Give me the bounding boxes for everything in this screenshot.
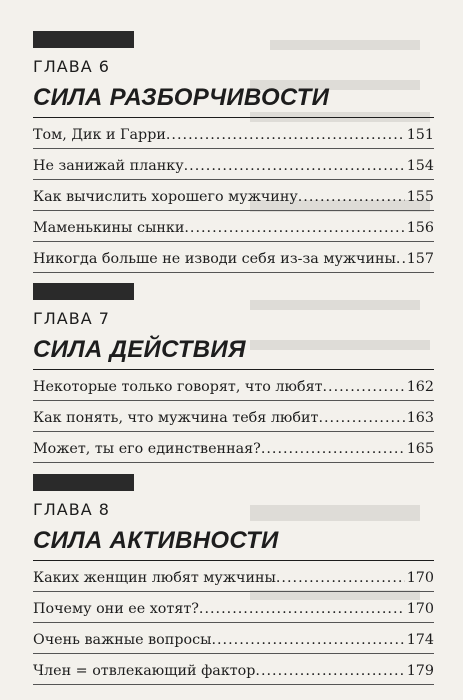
toc-entry-title: Некоторые только говорят, что любят bbox=[33, 379, 323, 395]
toc-entry[interactable] bbox=[33, 654, 434, 685]
toc-entry-page: 156 bbox=[406, 220, 434, 236]
toc-entry[interactable] bbox=[33, 623, 434, 654]
toc-entry[interactable] bbox=[33, 180, 434, 211]
toc-entry-page: 155 bbox=[406, 189, 434, 205]
toc-entry-page: 157 bbox=[406, 251, 434, 267]
dot-leader bbox=[318, 409, 404, 431]
dot-leader bbox=[323, 378, 405, 400]
toc-entry-title: Том, Дик и Гарри bbox=[33, 127, 166, 143]
dot-leader bbox=[396, 250, 405, 272]
chapter-label: ГЛАВА 6 bbox=[33, 57, 110, 76]
dot-leader bbox=[261, 440, 405, 462]
toc-entry[interactable] bbox=[33, 118, 434, 149]
toc-entry-title: Каких женщин любят мужчины bbox=[33, 570, 276, 586]
toc-entry-page: 151 bbox=[406, 127, 434, 143]
toc-entry[interactable] bbox=[33, 370, 434, 401]
chapter-title: СИЛА ДЕЙСТВИЯ bbox=[33, 336, 246, 363]
chapter-label: ГЛАВА 7 bbox=[33, 309, 110, 328]
toc-entry-page: 162 bbox=[406, 379, 434, 395]
dot-leader bbox=[211, 631, 404, 653]
toc-entry[interactable] bbox=[33, 242, 434, 273]
toc-entry[interactable] bbox=[33, 149, 434, 180]
toc-entry-page: 154 bbox=[406, 158, 434, 174]
toc-entry-page: 163 bbox=[406, 410, 434, 426]
dot-leader bbox=[255, 662, 404, 684]
toc-entry[interactable] bbox=[33, 592, 434, 623]
toc-entry-title: Очень важные вопросы bbox=[33, 632, 212, 648]
dot-leader bbox=[184, 157, 405, 179]
toc-entry-page: 179 bbox=[406, 663, 434, 679]
toc-entry-title: Как вычислить хорошего мужчину bbox=[33, 189, 298, 205]
chapter-title: СИЛА РАЗБОРЧИВОСТИ bbox=[33, 84, 330, 111]
toc-entry-page: 165 bbox=[406, 441, 434, 457]
dot-leader bbox=[184, 219, 404, 241]
dot-leader bbox=[199, 600, 405, 622]
toc-entry-title: Маменькины сынки bbox=[33, 220, 185, 236]
chapter-8 bbox=[33, 474, 433, 685]
toc-entry[interactable] bbox=[33, 432, 434, 463]
chapter-6 bbox=[33, 31, 433, 273]
toc-entry-page: 174 bbox=[406, 632, 434, 648]
toc-entry-page: 170 bbox=[406, 601, 434, 617]
chapter-marker-bar bbox=[33, 474, 134, 491]
dot-leader bbox=[166, 126, 405, 148]
toc-entry-title: Может, ты его единственная? bbox=[33, 441, 261, 457]
toc-entry-page: 170 bbox=[406, 570, 434, 586]
toc-entry-title: Не занижай планку bbox=[33, 158, 184, 174]
toc-entry-title: Член = отвлекающий фактор bbox=[33, 663, 256, 679]
toc-entry[interactable] bbox=[33, 401, 434, 432]
chapter-title: СИЛА АКТИВНОСТИ bbox=[33, 527, 279, 554]
toc-entry[interactable] bbox=[33, 561, 434, 592]
chapter-label: ГЛАВА 8 bbox=[33, 500, 110, 519]
toc-entry-title: Почему они ее хотят? bbox=[33, 601, 199, 617]
chapter-marker-bar bbox=[33, 31, 134, 48]
toc-entry-title: Как понять, что мужчина тебя любит bbox=[33, 410, 319, 426]
chapter-7 bbox=[33, 283, 433, 463]
toc-entry-title: Никогда больше не изводи себя из-за мужчины bbox=[33, 251, 396, 267]
toc-entry[interactable] bbox=[33, 211, 434, 242]
dot-leader bbox=[276, 569, 405, 591]
dot-leader bbox=[298, 188, 405, 210]
chapter-marker-bar bbox=[33, 283, 134, 300]
